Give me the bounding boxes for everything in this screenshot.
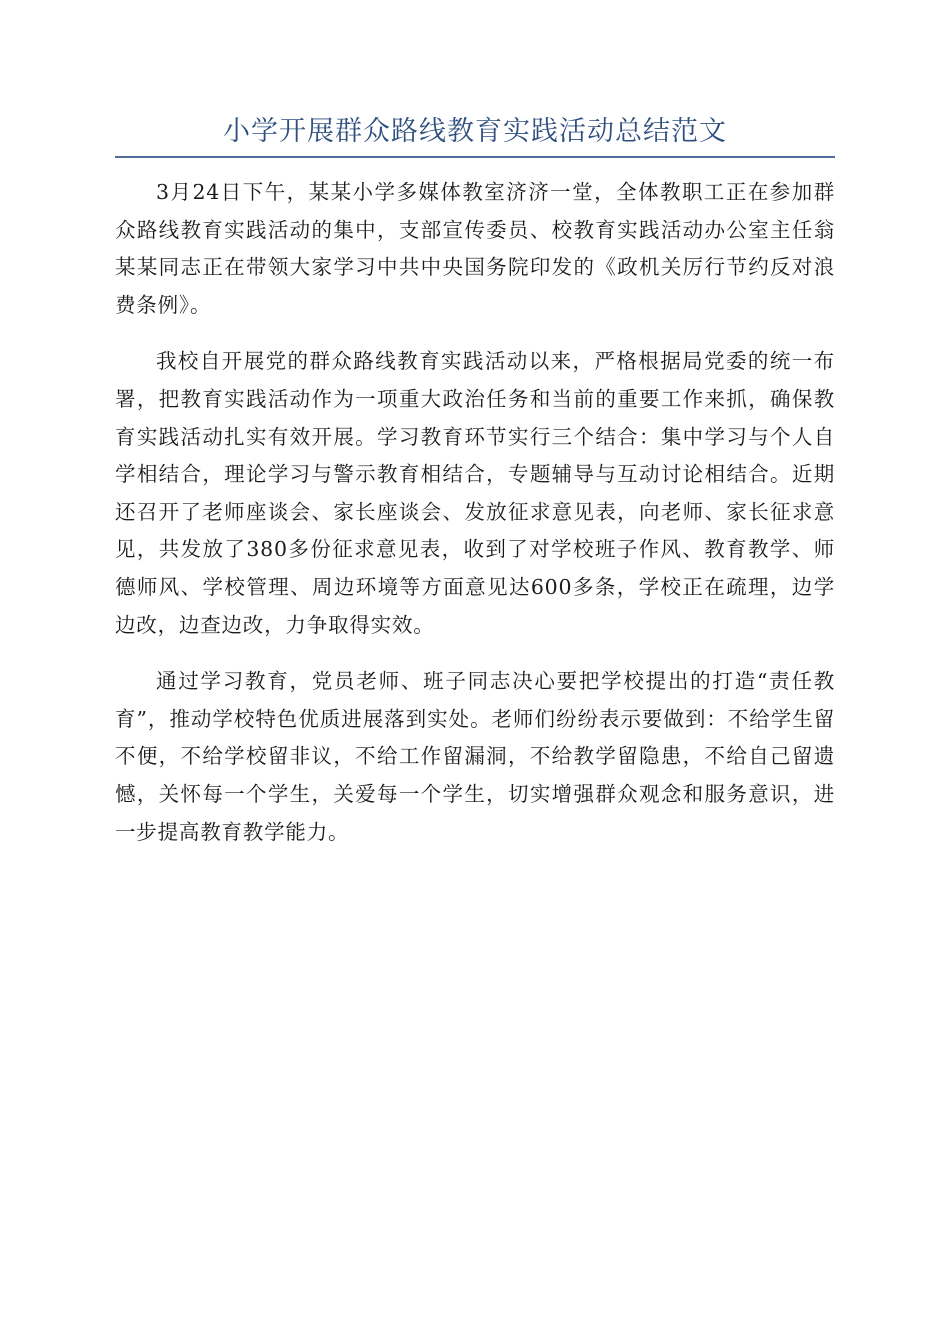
title-block: [115, 112, 835, 158]
paragraph-2: 我校自开展党的群众路线教育实践活动以来，严格根据局党委的统一布署，把教育实践活动作为一项重大政治任务和当前的重要工作来抓，确保教育实践活动扎实有效开展。学习教育环节实行三个结合：集中学习与个人自学相结合，理论学习与警示教育相结合，专题辅导与互动讨论相结合。近期还召开了老师座谈会、家长座谈会、发放征求意见表，向老师、家长征求意见，共发放了380多份征求意见表，收到了对学校班子作风、教育教学、师德师风、学校管理、周边环境等方面意见达600多条，学校正在疏理，边学边改，边查边改，力争取得实效。: [115, 349, 835, 637]
document-title: 小学开展群众路线教育实践活动总结范文: [223, 116, 727, 147]
paragraph-3: 通过学习教育，党员老师、班子同志决心要把学校提出的打造“责任教育”，推动学校特色优质进展落到实处。老师们纷纷表示要做到：不给学生留不便，不给学校留非议，不给工作留漏洞，不给教学留隐患，不给自己留遗憾，关怀每一个学生，关爱每一个学生，切实增强群众观念和服务意识，进一步提高教育教学能力。: [115, 669, 835, 844]
paragraph-1: 3月24日下午，某某小学多媒体教室济济一堂，全体教职工正在参加群众路线教育实践活动的集中，支部宣传委员、校教育实践活动办公室主任翁某某同志正在带领大家学习中共中央国务院印发的《政机关厉行节约反对浪费条例》。: [115, 180, 835, 317]
document-body: [115, 174, 835, 870]
